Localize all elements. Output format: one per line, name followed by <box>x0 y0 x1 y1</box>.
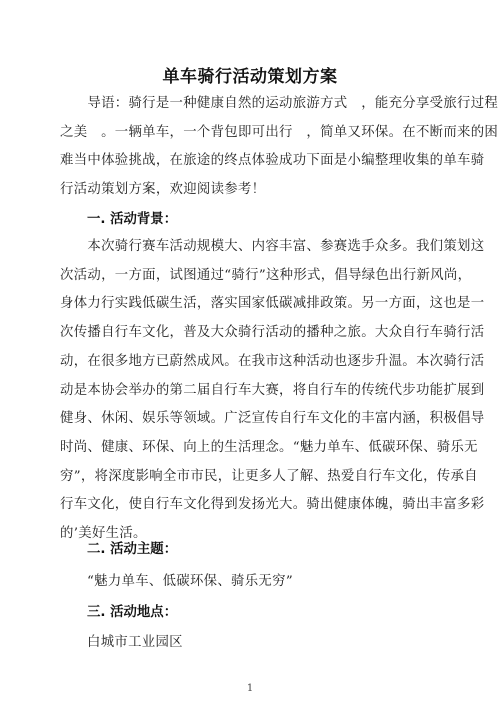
background-line: 次传播自行车文化，普及大众骑行活动的播种之旅。大众自行车骑行活 <box>60 325 485 341</box>
intro-line: 行活动策划方案，欢迎阅读参考！ <box>60 182 266 198</box>
background-line: 动是本协会举办的第二届自行车大赛，将自行车的传统代步功能扩展到 <box>60 382 485 398</box>
background-line: 身体力行实践低碳生活，落实国家低碳减排政策。另一方面，这也是一 <box>60 296 485 312</box>
background-line: 的’美好生活。 <box>60 526 147 542</box>
section-heading-location: 三. 活动地点： <box>87 605 178 620</box>
background-line: 次活动，一方面，试图通过“骑行”这种形式，倡导绿色出行新风尚， <box>60 267 472 283</box>
background-line: 行车文化，使自行车文化得到发扬光大。骑出健康体魄，骑出丰富多彩 <box>60 497 485 513</box>
document-title: 单车骑行活动策划方案 <box>162 67 338 87</box>
background-line: 健身、休闲、娱乐等领域。广泛宣传自行车文化的丰富内涵，积极倡导 <box>60 411 485 427</box>
theme-text: “魅力单车、低碳环保、骑乐无穷” <box>87 574 293 589</box>
background-line: 本次骑行赛车活动规模大、内容丰富、参赛选手众多。我们策划这 <box>60 239 485 254</box>
background-line: 动，在很多地方已蔚然成风。在我市这种活动也逐步升温。本次骑行活 <box>60 353 485 369</box>
intro-paragraph <box>60 90 499 205</box>
intro-line: 导语：骑行是一种健康自然的运动旅游方式 ，能充分享受旅行过程 <box>60 96 499 111</box>
background-line: 穷”，将深度影响全市市民，让更多人了解、热爱自行车文化，传承自 <box>60 468 478 484</box>
location-text: 白城市工业园区 <box>87 635 183 650</box>
intro-line: 之美 。一辆单车，一个背包即可出行 ，简单又环保。在不断而来的困 <box>60 124 499 140</box>
intro-line: 难当中体验挑战，在旅途的终点体验成功下面是小编整理收集的单车骑 <box>60 153 485 169</box>
background-paragraph <box>60 233 485 549</box>
page-number: 1 <box>246 683 254 694</box>
section-heading-background: 一. 活动背景： <box>87 212 178 227</box>
section-heading-theme: 二. 活动主题： <box>87 542 178 557</box>
background-line: 时尚、健康、环保、向上的生活理念。“魅力单车、低碳环保、骑乐无 <box>60 439 478 455</box>
